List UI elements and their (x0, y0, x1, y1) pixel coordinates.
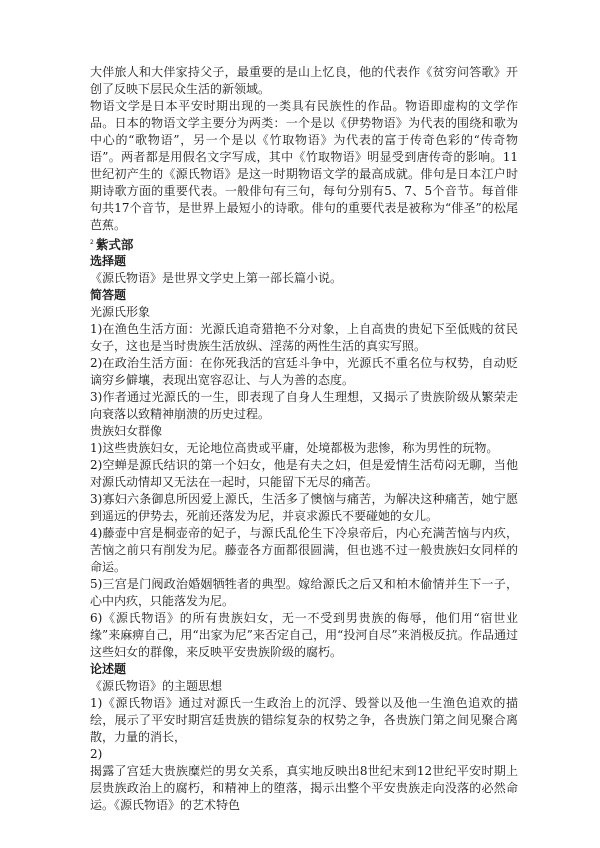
women-item: 4)藤壶中宫是桐壶帝的妃子，与源氏乱伦生下冷泉帝后，内心充满苦恼与内疚，苦恼之前只有削发为尼。藤壶各方面都很圆满，但也逃不过一般贵族妇女同样的命运。 (90, 526, 518, 575)
essay-heading: 论述题 (90, 662, 127, 677)
intro-paragraph-2: 物语文学是日本平安时期出现的一类具有民族性的作品。物语即虚构的文学作品。日本的物语文学主要分为两类：一个是以《伊势物语》为代表的围绕和歌为中心的“歌物语”，另一个是以《竹取物语》为代表的富于传奇色彩的“传奇物语”。两者都是用假名文字写成，其中《竹取物语》明显受到唐传奇的影响。11世纪初产生的《源氏物语》是这一时期物语文学的最高成就。俳句是日本江户时期诗歌方面的重要代表。一般俳句有三句，每句分别有5、7、5个音节。每首俳句共17个音节，是世界上最短小的诗歌。俳句的重要代表是被称为“俳圣”的松尾芭蕉。 (90, 99, 518, 232)
choice-text: 《源氏物语》是世界文学史上第一部长篇小说。 (90, 271, 343, 286)
choice-heading: 选择题 (90, 254, 127, 269)
intro-paragraph-1: 大伴旅人和大伴家持父子，最重要的是山上忆良，他的代表作《贫穷问答歌》开创了反映下层民众生活的新领域。 (90, 65, 518, 96)
genji-item: 2)在政治生活方面：在你死我活的宫廷斗争中，光源氏不重名位与权势，自动贬谪穷乡僻壤，表现出宽容忍让、与人为善的态度。 (90, 356, 518, 388)
women-item: 6)《源氏物语》的所有贵族妇女，无一不受到男贵族的侮辱，他们用“宿世业缘”来麻痹自己，用“出家为尼”来否定自己，用“投河自尽”来消极反抗。作品通过这些妇女的群像，来反映平安贵族阶级的腐朽。 (90, 611, 518, 660)
genji-item: 3)作者通过光源氏的一生，即表现了自身人生理想，又揭示了贵族阶级从繁荣走向衰落以致精神崩溃的历史过程。 (90, 390, 518, 422)
essay-item: 揭露了宫廷大贵族糜烂的男女关系，真实地反映出8世纪末到12世纪平安时期上层贵族政治上的腐朽，和精神上的堕落，揭示出整个平安贵族走向没落的必然命运。《源氏物语》的艺术特色 (90, 764, 518, 813)
section-number: 2 (90, 239, 94, 246)
essay-item: 1)《源氏物语》通过对源氏一生政治上的沉浮、毁誉以及他一生渔色追欢的描绘，展示了平安时期宫廷贵族的错综复杂的权势之争，各贵族门第之间见聚合离散，力量的消长， (90, 696, 518, 745)
essay-item: 2) (90, 747, 103, 762)
section-title: 紫式部 (95, 237, 134, 253)
short-answer-heading: 简答题 (90, 288, 127, 303)
women-item: 3)寡妇六条御息所因爱上源氏，生活多了懊恼与痛苦，为解决这种痛苦，她宁愿到遥远的伊势去，死前还落发为尼，并哀求源氏不要碰她的女儿。 (90, 492, 518, 524)
women-item: 1)这些贵族妇女，无论地位高贵或平庸，处境都极为悲惨，称为男性的玩物。 (90, 441, 499, 456)
genji-item: 1)在渔色生活方面：光源氏追奇猎艳不分对象，上自高贵的贵妃下至低贱的贫民女子，这也是当时贵族生活放纵、淫荡的两性生活的真实写照。 (90, 322, 518, 354)
section-heading (90, 234, 518, 253)
essay-theme-title: 《源氏物语》的主题思想 (90, 679, 223, 694)
genji-image-title: 光源氏形象 (90, 305, 151, 320)
women-image-title: 贵族妇女群像 (90, 424, 163, 439)
women-item: 5)三宫是门阀政治婚姻牺牲者的典型。嫁给源氏之后又和柏木偷情并生下一子，心中内疚，只能落发为尼。 (90, 577, 518, 609)
women-item: 2)空蝉是源氏结识的第一个妇女，他是有夫之妇，但是爱情生活苟闷无聊，当他对源氏动情却又无法在一起时，只能留下无尽的痛苦。 (90, 458, 518, 490)
